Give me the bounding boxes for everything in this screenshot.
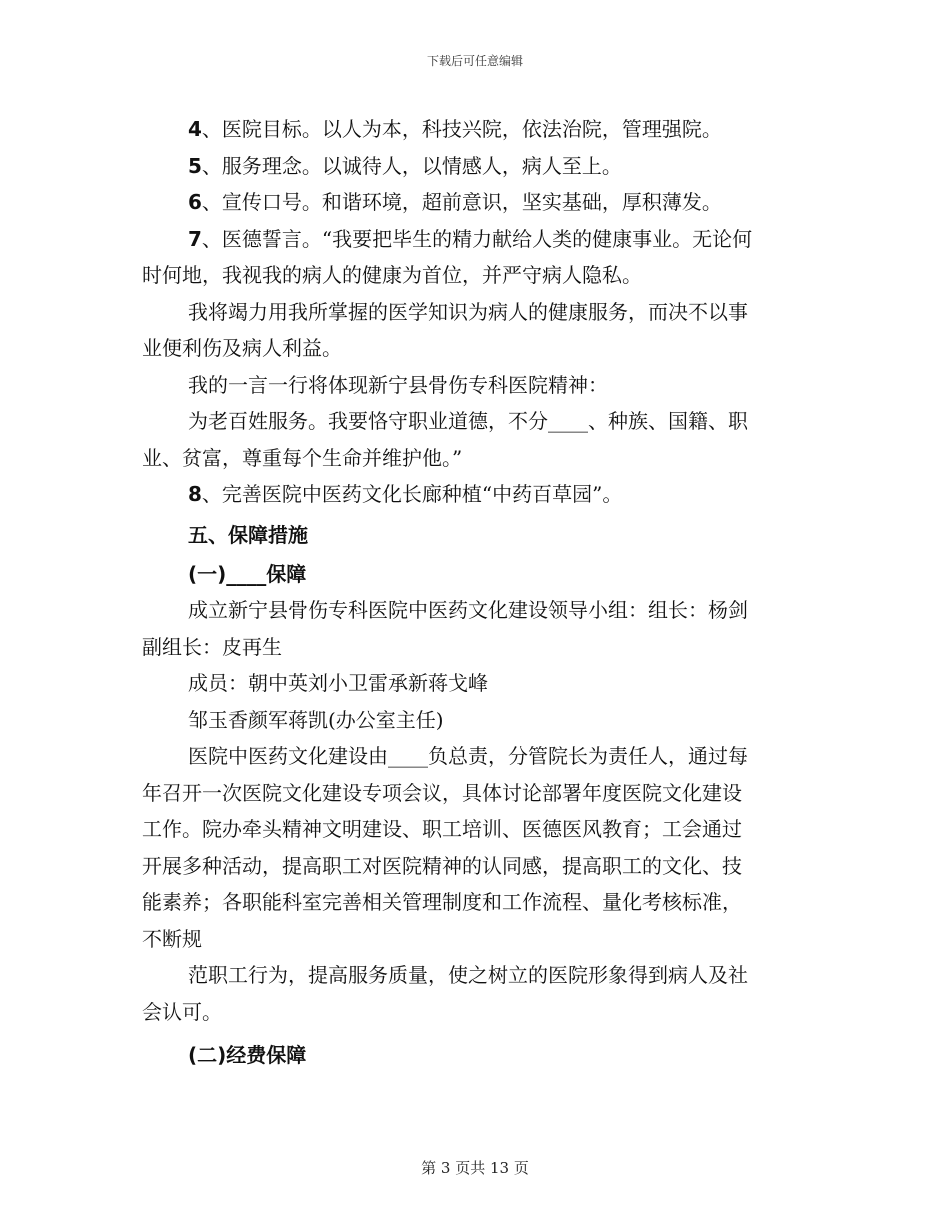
paragraph-line: 会认可。 [142, 1000, 222, 1024]
paragraph-line: 副组长：皮再生 [142, 635, 282, 659]
paragraph-line: 6、宣传口号。和谐环境，超前意识，坚实基础，厚积薄发。 [188, 190, 722, 214]
paragraph-line: 不断规 [142, 927, 202, 951]
item-number: 6 [188, 190, 202, 214]
paragraph-line: 能素养；各职能科室完善相关管理制度和工作流程、量化考核标准， [142, 890, 742, 914]
paragraph-line: 邹玉香颜军蒋凯(办公室主任) [188, 708, 444, 732]
paragraph-line: 医院中医药文化建设由____负总责，分管院长为责任人，通过每 [188, 744, 748, 768]
paragraph-line: 我的一言一行将体现新宁县骨伤专科医院精神： [188, 373, 608, 397]
item-number: 7 [188, 227, 202, 251]
paragraph-line: 8、完善医院中医药文化长廊种植“中药百草园”。 [188, 482, 623, 506]
paragraph-line: 业便利伤及病人利益。 [142, 336, 342, 360]
paragraph-line: 范职工行为，提高服务质量，使之树立的医院形象得到病人及社 [188, 963, 748, 987]
paragraph-line: 年召开一次医院文化建设专项会议，具体讨论部署年度医院文化建设 [142, 781, 742, 805]
paragraph-line: 为老百姓服务。我要恪守职业道德，不分____、种族、国籍、职 [188, 409, 748, 433]
paragraph-line: 5、服务理念。以诚待人，以情感人，病人至上。 [188, 154, 622, 178]
paragraph-line: 时何地，我视我的病人的健康为首位，并严守病人隐私。 [142, 263, 642, 287]
subsection-heading: (一)____保障 [188, 562, 307, 586]
page-footer: 第 3 页共 13 页 [421, 1159, 529, 1177]
item-number: 5 [188, 154, 202, 178]
paragraph-line: 7、医德誓言。“我要把毕生的精力献给人类的健康事业。无论何 [188, 227, 753, 251]
page-header: 下载后可任意编辑 [426, 54, 523, 68]
paragraph-line: 工作。院办牵头精神文明建设、职工培训、医德医风教育；工会通过 [142, 817, 742, 841]
paragraph-line: 我将竭力用我所掌握的医学知识为病人的健康服务，而决不以事 [188, 300, 748, 324]
item-number: 4 [188, 117, 202, 141]
paragraph-line: 成员：朝中英刘小卫雷承新蒋戈峰 [188, 671, 488, 695]
paragraph-line: 业、贫富，尊重每个生命并维护他。” [142, 446, 463, 470]
subsection-heading: (二)经费保障 [188, 1043, 307, 1067]
item-number: 8 [188, 482, 202, 506]
section-heading: 五、保障措施 [188, 523, 308, 547]
paragraph-line: 开展多种活动，提高职工对医院精神的认同感，提高职工的文化、技 [142, 854, 742, 878]
paragraph-line: 成立新宁县骨伤专科医院中医药文化建设领导小组：组长：杨剑 [188, 598, 748, 622]
paragraph-line: 4、医院目标。以人为本，科技兴院，依法治院，管理强院。 [188, 117, 722, 141]
